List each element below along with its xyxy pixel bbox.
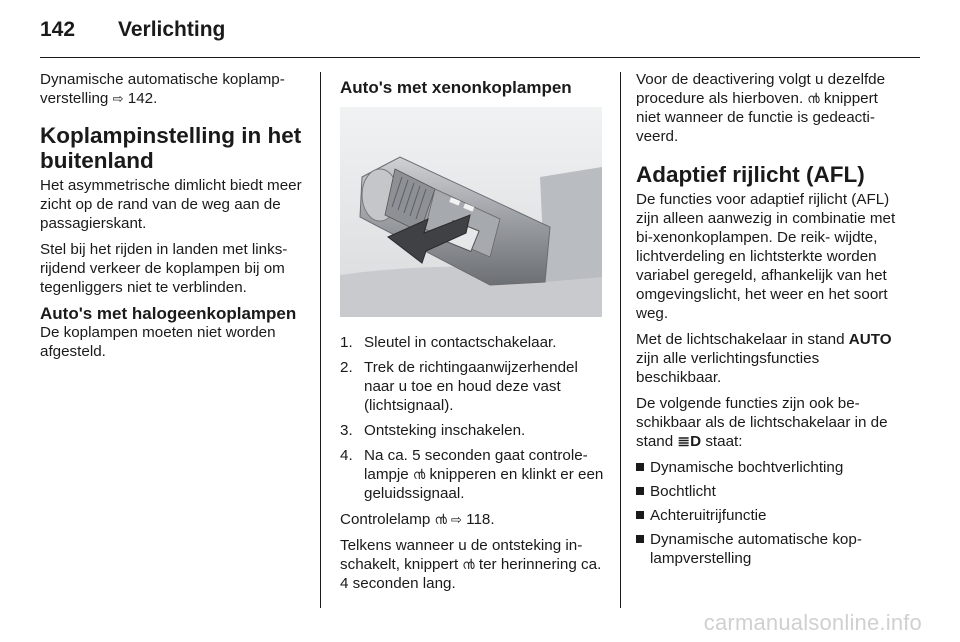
list-item: 2. Trek de richtingaanwijzerhendel naar u toe en houd deze vast (lichtsignaal).: [340, 359, 578, 414]
intro-paragraph: Dynamische automatische koplamp- verstelling ⇨ 142.: [40, 71, 285, 107]
bullet-square-icon: [636, 463, 644, 471]
stalk-lever-illustration: [340, 107, 602, 317]
headlamp-warning-icon: ൯: [434, 512, 447, 527]
watermark: carmanualsonline.info: [703, 610, 922, 635]
page-title: Verlichting: [118, 18, 226, 41]
page-number: 142: [40, 18, 76, 41]
list-item: Dynamische automatische kop- lampverstelling: [636, 530, 906, 568]
reminder-paragraph: Telkens wanneer u de ontsteking in- schakelt, knippert ൯ ter herinnering ca. 4 seconden lang.: [340, 537, 602, 592]
page-reference-link[interactable]: 118.: [466, 511, 495, 528]
header-divider: [40, 57, 920, 58]
list-item: 1. Sleutel in contactschakelaar.: [340, 334, 557, 351]
column-2: [340, 70, 606, 600]
column-divider-2: [620, 72, 621, 608]
afl-description-paragraph: De functies voor adaptief rijlicht (AFL) zijn alleen aanwezig in combinatie met bi-xenonkoplampen. De reik- wijdte, lichtverdeling en lichtsterkte worden variabel geregeld, afhankelijk van het omgevingslicht, het weer en het soort weg.: [636, 191, 896, 322]
list-item: Achteruitrijfunctie: [636, 506, 906, 525]
section-heading-afl: Adaptief rijlicht (AFL): [636, 162, 865, 187]
subheading-xenon: Auto's met xenonkoplampen: [340, 78, 572, 97]
subheading-halogen: Auto's met halogeenkoplampen: [40, 304, 297, 323]
auto-label: AUTO: [848, 331, 892, 348]
column-1: [40, 70, 306, 368]
list-item: Bochtlicht: [636, 482, 906, 501]
paragraph-left-traffic: Stel bij het rijden in landen met links- rijdend verkeer de koplampen bij om tegenliggers niet te verblinden.: [40, 241, 288, 296]
list-item: 3. Ontsteking inschakelen.: [340, 422, 526, 439]
headlamp-warning-icon: ൯: [412, 467, 426, 482]
paragraph-asymmetric: Het asymmetrische dimlicht biedt meer zicht op de rand van de weg aan de passagierskant.: [40, 177, 302, 232]
arrow-reference-icon: ⇨: [451, 512, 462, 527]
headlamp-warning-icon: ൯: [807, 91, 820, 106]
headlamp-warning-icon: ൯: [462, 557, 475, 572]
bullet-square-icon: [636, 487, 644, 495]
list-item: Dynamische bochtverlichting: [636, 458, 906, 477]
deactivation-paragraph: Voor de deactivering volgt u dezelfde procedure als hierboven. ൯ knippert niet wanneer de functie is gedeacti- veerd.: [636, 71, 886, 145]
section-heading-buitenland: Koplampinstelling in het buitenland: [40, 123, 302, 173]
paragraph-halogen: De koplampen moeten niet worden afgesteld.: [40, 324, 276, 360]
page-reference-link[interactable]: 142.: [127, 90, 158, 107]
column-divider-1: [320, 72, 321, 608]
controlelamp-paragraph: Controlelamp ൯ ⇨ 118.: [340, 511, 495, 528]
page-header: [40, 18, 225, 48]
lever-drawing: [340, 107, 602, 317]
procedure-steps-list: [340, 333, 606, 503]
column-3: [636, 70, 906, 573]
bullet-square-icon: [636, 535, 644, 543]
bullet-square-icon: [636, 511, 644, 519]
dipped-beam-icon: ≣D: [677, 433, 702, 450]
list-item: 4. Na ca. 5 seconden gaat controle- lampje ൯ knipperen en klinkt er een geluidssignaal.: [340, 447, 604, 502]
auto-mode-paragraph: Met de lichtschakelaar in stand AUTO zijn alle verlichtingsfuncties beschikbaar.: [636, 331, 892, 386]
dimlight-mode-paragraph: De volgende functies zijn ook be- schikbaar als de lichtschakelaar in de stand ≣D staat:: [636, 395, 888, 450]
arrow-reference-icon: ⇨: [112, 91, 124, 106]
afl-functions-list: [636, 458, 906, 568]
